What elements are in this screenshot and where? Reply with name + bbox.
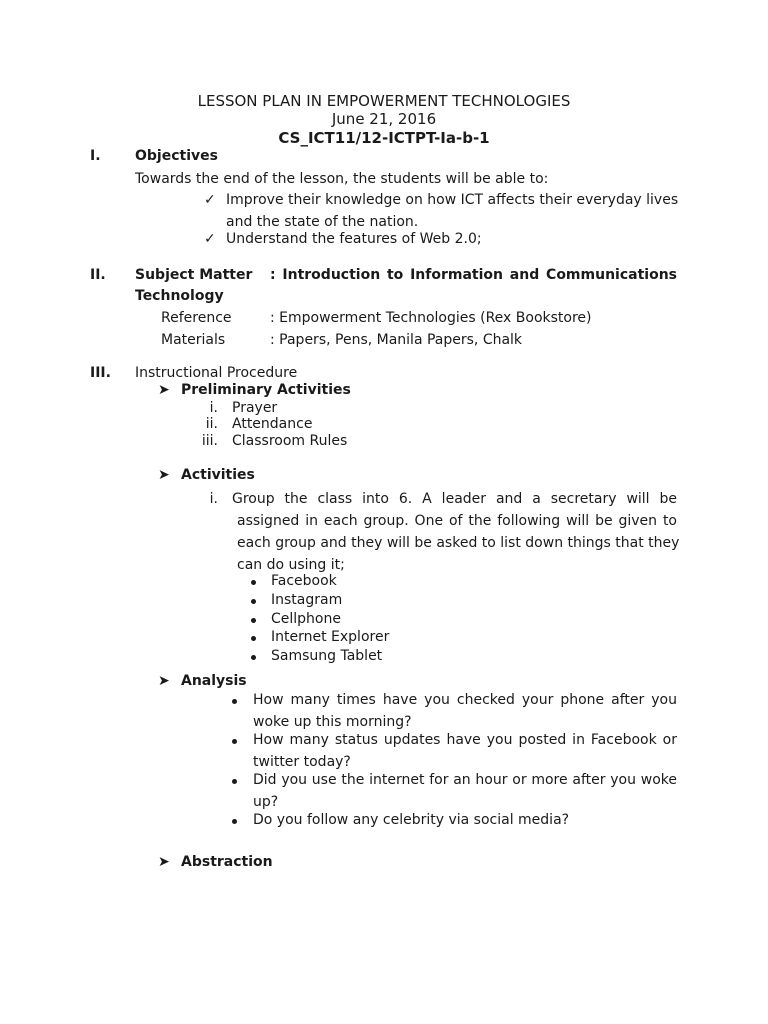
reference-value: : Empowerment Technologies (Rex Bookstore) <box>270 310 592 326</box>
section-numeral-3: III. <box>90 365 111 381</box>
analysis-question-3-line2: up? <box>253 794 279 810</box>
analysis-question-1-line2: woke up this morning? <box>253 714 412 730</box>
arrow-bullet-icon <box>158 383 170 397</box>
list-item-cellphone: Cellphone <box>271 611 341 627</box>
procedure-heading: Instructional Procedure <box>135 365 298 381</box>
analysis-question-2-line2: twitter today? <box>253 754 351 770</box>
document-date: June 21, 2016 <box>331 110 437 128</box>
activity-text-line3: each group and they will be asked to list down things that they <box>237 535 680 551</box>
list-item-internet-explorer: Internet Explorer <box>271 629 390 645</box>
preliminary-item-prayer: Prayer <box>232 400 278 416</box>
analysis-question-2-line1: How many status updates have you posted in Facebook or <box>253 732 677 748</box>
subject-matter-title: : Introduction to Information and Communications <box>270 267 677 283</box>
list-item-samsung-tablet: Samsung Tablet <box>271 648 383 664</box>
roman-numeral: ii. <box>205 416 218 432</box>
activity-text-line1: Group the class into 6. A leader and a secretary will be <box>232 491 677 507</box>
objective-item-1-line1: Improve their knowledge on how ICT affects their everyday lives <box>226 192 679 208</box>
roman-numeral: i. <box>209 400 218 416</box>
objectives-heading: Objectives <box>135 148 218 164</box>
objective-item-2: Understand the features of Web 2.0; <box>226 231 482 247</box>
bullet-icon <box>232 739 237 744</box>
curriculum-code: CS_ICT11/12-ICTPT-Ia-b-1 <box>278 129 490 147</box>
preliminary-heading: Preliminary Activities <box>181 382 351 398</box>
activity-text-line2: assigned in each group. One of the following will be given to <box>237 513 677 529</box>
bullet-icon <box>251 636 256 641</box>
list-item-instagram: Instagram <box>271 592 343 608</box>
materials-value: : Papers, Pens, Manila Papers, Chalk <box>270 332 523 348</box>
preliminary-item-attendance: Attendance <box>232 416 313 432</box>
analysis-question-1-line1: How many times have you checked your phone after you <box>253 692 677 708</box>
bullet-icon <box>251 580 256 585</box>
subject-matter-title-wrap: Technology <box>135 288 224 304</box>
analysis-question-4: Do you follow any celebrity via social media? <box>253 812 570 828</box>
preliminary-item-rules: Classroom Rules <box>232 433 348 449</box>
abstraction-heading: Abstraction <box>181 854 273 870</box>
analysis-question-3-line1: Did you use the internet for an hour or more after you woke <box>253 772 677 788</box>
bullet-icon <box>232 699 237 704</box>
bullet-icon <box>251 599 256 604</box>
roman-numeral: i. <box>209 491 218 507</box>
bullet-icon <box>251 655 256 660</box>
activities-heading: Activities <box>181 467 255 483</box>
arrow-bullet-icon <box>158 855 170 869</box>
subject-matter-heading: Subject Matter <box>135 267 253 283</box>
bullet-icon <box>232 779 237 784</box>
checkmark-icon <box>204 193 216 207</box>
arrow-bullet-icon <box>158 674 170 688</box>
bullet-icon <box>232 819 237 824</box>
checkmark-icon <box>204 232 216 246</box>
bullet-icon <box>251 618 256 623</box>
objective-item-1-line2: and the state of the nation. <box>226 214 419 230</box>
materials-label: Materials <box>161 332 226 348</box>
list-item-facebook: Facebook <box>271 573 337 589</box>
objectives-intro: Towards the end of the lesson, the students will be able to: <box>135 171 549 187</box>
activity-text-line4: can do using it; <box>237 557 345 573</box>
arrow-bullet-icon <box>158 468 170 482</box>
document-title: LESSON PLAN IN EMPOWERMENT TECHNOLOGIES <box>197 92 571 110</box>
reference-label: Reference <box>161 310 232 326</box>
roman-numeral: iii. <box>201 433 218 449</box>
section-numeral-1: I. <box>90 148 101 164</box>
section-numeral-2: II. <box>90 267 106 283</box>
analysis-heading: Analysis <box>181 673 247 689</box>
